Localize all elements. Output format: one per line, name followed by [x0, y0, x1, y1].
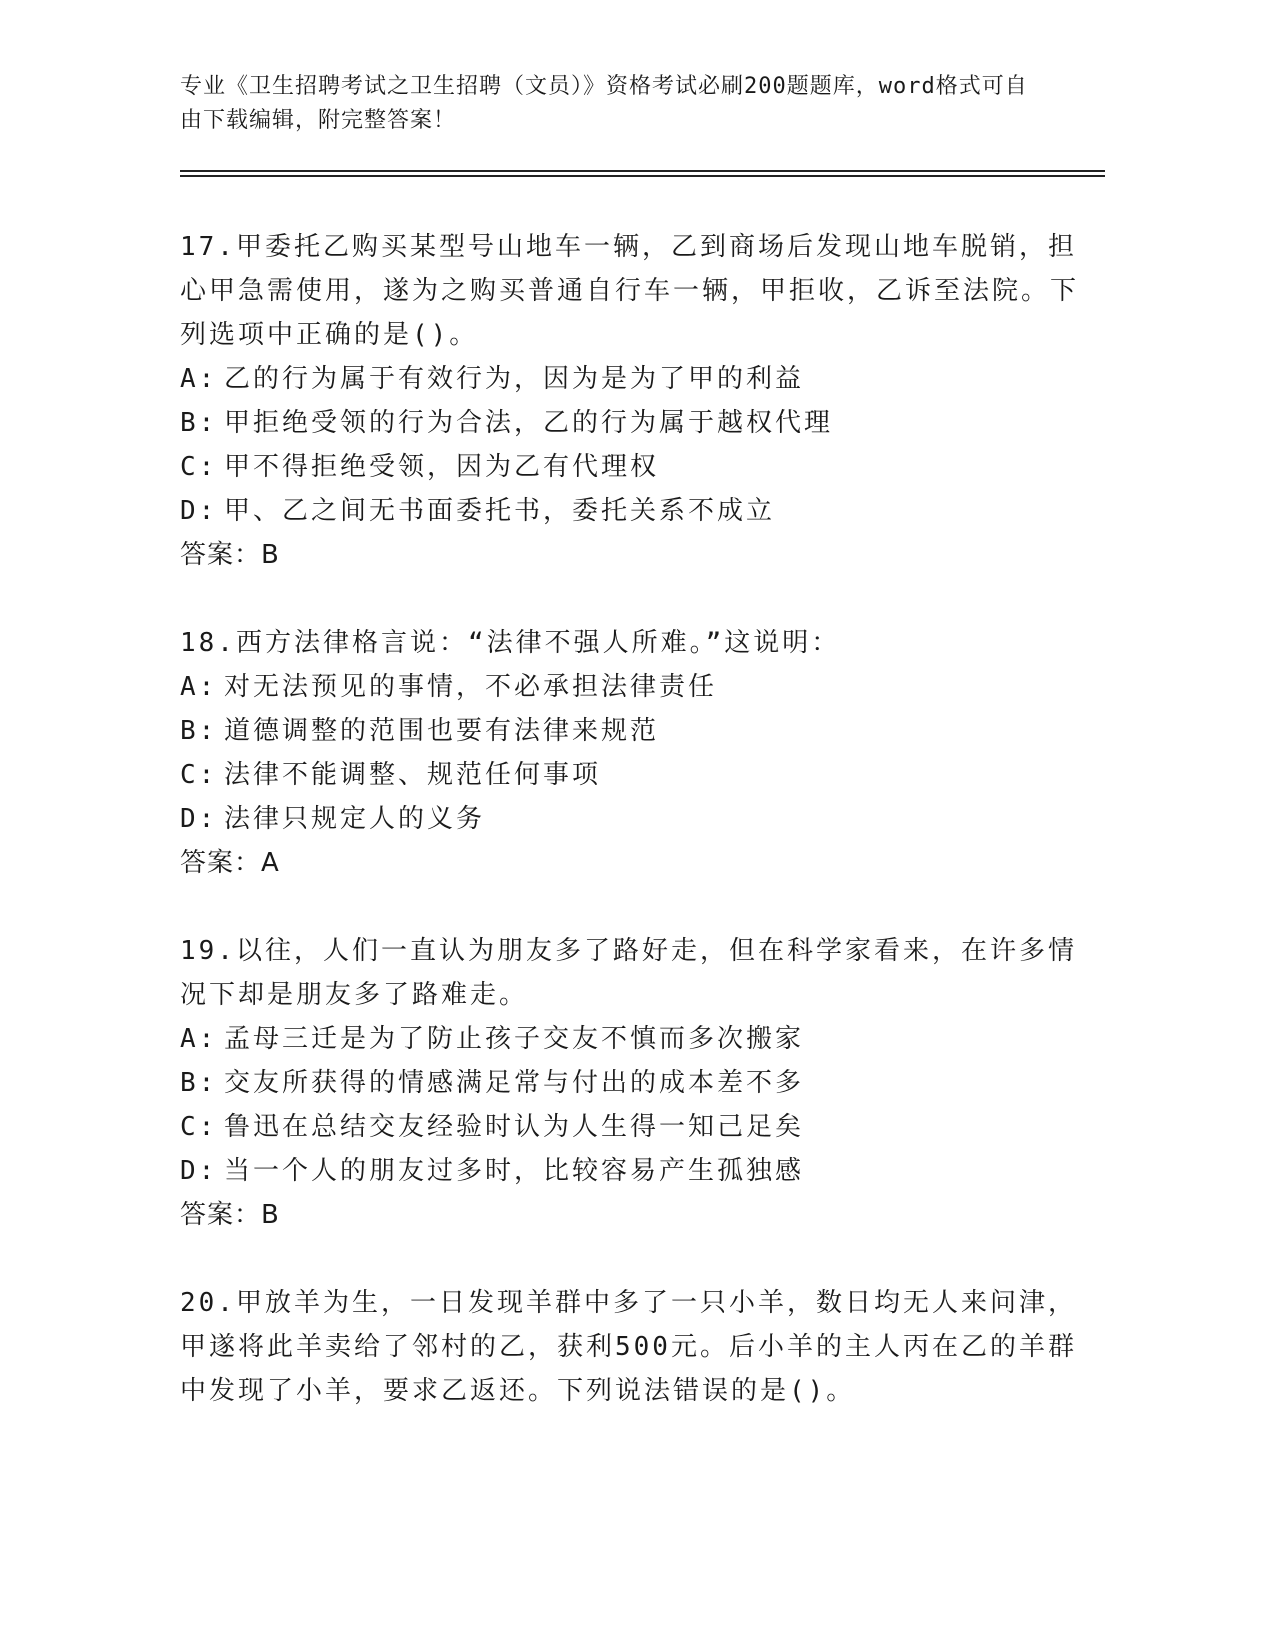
option-label: A: — [180, 1024, 218, 1054]
question-20 — [180, 1281, 1080, 1413]
option-text: 法律只规定人的义务 — [224, 804, 486, 834]
option-d — [180, 489, 1080, 533]
option-label: C: — [180, 760, 218, 790]
option-text: 当一个人的朋友过多时，比较容易产生孤独感 — [224, 1156, 805, 1186]
option-text: 乙的行为属于有效行为，因为是为了甲的利益 — [224, 364, 805, 394]
option-text: 道德调整的范围也要有法律来规范 — [224, 716, 660, 746]
option-b — [180, 709, 1080, 753]
option-label: D: — [180, 1156, 218, 1186]
option-d — [180, 797, 1080, 841]
option-label: D: — [180, 804, 218, 834]
option-text: 鲁迅在总结交友经验时认为人生得一知己足矣 — [224, 1112, 805, 1142]
option-label: B: — [180, 408, 218, 438]
option-a — [180, 1017, 1080, 1061]
option-label: A: — [180, 364, 218, 394]
option-c — [180, 753, 1080, 797]
option-d — [180, 1149, 1080, 1193]
option-text: 甲不得拒绝受领，因为乙有代理权 — [224, 452, 660, 482]
question-text: 17.甲委托乙购买某型号山地车一辆，乙到商场后发现山地车脱销，担心甲急需使用，遂为之购买普通自行车一辆，甲拒收，乙诉至法院。下列选项中正确的是()。 — [180, 232, 1080, 350]
option-c — [180, 445, 1080, 489]
option-label: C: — [180, 452, 218, 482]
document-header: 专业《卫生招聘考试之卫生招聘（文员）》资格考试必刷200题题库，word格式可自由下载编辑，附完整答案！ — [180, 74, 1028, 133]
header-divider-top — [180, 170, 1105, 172]
option-label: B: — [180, 1068, 218, 1098]
option-b — [180, 401, 1080, 445]
option-text: 甲、乙之间无书面委托书，委托关系不成立 — [224, 496, 776, 526]
option-label: C: — [180, 1112, 218, 1142]
answer-line: 答案：B — [180, 1200, 280, 1230]
option-text: 对无法预见的事情，不必承担法律责任 — [224, 672, 718, 702]
option-text: 交友所获得的情感满足常与付出的成本差不多 — [224, 1068, 805, 1098]
option-c — [180, 1105, 1080, 1149]
question-17 — [180, 225, 1080, 577]
option-label: D: — [180, 496, 218, 526]
question-text: 19.以往，人们一直认为朋友多了路好走，但在科学家看来，在许多情况下却是朋友多了路难走。 — [180, 936, 1077, 1010]
option-text: 法律不能调整、规范任何事项 — [224, 760, 602, 790]
option-text: 孟母三迁是为了防止孩子交友不慎而多次搬家 — [224, 1024, 805, 1054]
option-a — [180, 357, 1080, 401]
option-label: B: — [180, 716, 218, 746]
answer-line: 答案：B — [180, 540, 280, 570]
option-a — [180, 665, 1080, 709]
option-label: A: — [180, 672, 218, 702]
question-text: 18.西方法律格言说：“法律不强人所难。”这说明： — [180, 628, 841, 658]
answer-line: 答案：A — [180, 848, 280, 878]
question-text: 20.甲放羊为生，一日发现羊群中多了一只小羊，数日均无人来问津，甲遂将此羊卖给了邻村的乙，获利500元。后小羊的主人丙在乙的羊群中发现了小羊，要求乙返还。下列说法错误的是()。 — [180, 1288, 1077, 1406]
question-19 — [180, 929, 1080, 1237]
question-list — [180, 225, 1080, 1457]
option-b — [180, 1061, 1080, 1105]
question-18 — [180, 621, 1080, 885]
header-divider-bottom — [180, 175, 1105, 177]
option-text: 甲拒绝受领的行为合法，乙的行为属于越权代理 — [224, 408, 834, 438]
